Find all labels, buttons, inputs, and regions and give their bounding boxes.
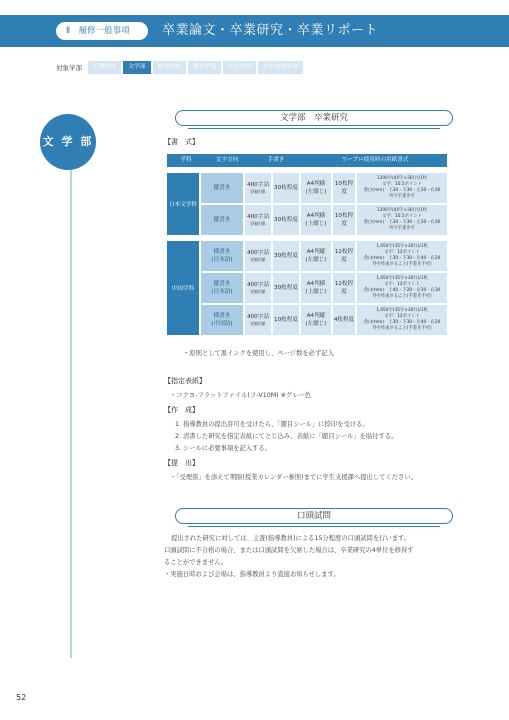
dept-cell: 中国学科 [167,241,199,335]
format-table [167,154,447,341]
header-dept: 学科 [180,157,192,163]
spec-cell [357,241,447,271]
chars-note: 原稿用紙 [250,189,266,194]
oral-exam-text: 口頭試問に不合格の場合、または口頭試問を欠席した場合は、卒業研究の4単位を修得す [164,547,414,554]
faculty-tab-education: 教育学部 [188,61,221,74]
paper-cell: A4判横 (上綴じ) [301,273,331,303]
paper-cell: A4判横 (上綴じ) [301,205,331,235]
make-step: 2. 清書した研究を指定表紙にてとじ込み、表紙に「題目シール」を貼付する。 [175,433,398,440]
chars-cell [245,205,271,235]
pages-cell: 12枚程度 [333,273,355,303]
spec-line: 1,050字(35字×30行)/1枚 [376,307,428,313]
chars-value: 400字詰 [247,282,269,288]
chars-note: 原稿用紙 [250,221,266,226]
faculty-badge: 文 学 部 [40,114,96,170]
format-heading: 【書 式】 [164,138,199,146]
table-row [199,273,447,303]
header-handwritten: 手書き [267,157,285,163]
section-title-graduation-research: 文学部 卒業研究 [175,110,453,126]
make-step: 3. シールに必要事項を記入する。 [175,445,272,452]
table-row [199,173,447,203]
pages-cell: 10枚程度 [333,205,355,235]
spec-line: 文字：10.5ポイント [382,181,422,187]
chars-cell [245,305,271,335]
dept-cell: 日本文学科 [167,173,199,235]
spec-line: 1,050字(35字×30行)/1枚 [376,243,428,249]
direction-cell: 横書き (日本語) [201,241,243,271]
spec-line: 余白(mm)：上40・下20・左30・右30 [363,288,441,293]
page-title: 卒業論文・卒業研究・卒業リポート [162,23,379,38]
chars-value: 400字詰 [247,182,269,188]
spec-line: 外字手書き可 [389,194,415,200]
spec-line: 余白(mm)：上30・下30・左40・右20 [363,256,441,261]
direction-cell: 縦書き [201,205,243,235]
spec-line: 1200字(40字×30行)/1枚 [376,175,428,181]
faculty-label: 対象学部 [56,64,82,72]
spec-line: 文字：10.5ポイント [382,213,422,219]
submit-text: ・「受理票」を添えて期限(授業カレンダー参照)までに学生支援課へ提出してください。 [170,474,417,481]
faculty-tab-row [56,61,305,74]
table-header [167,154,447,167]
sheets-cell: 30枚程度 [273,205,299,235]
spec-line: 1200字(40字×30行)/1枚 [376,207,428,213]
spec-line: 外字作成すること(手書き不可) [372,326,432,332]
section-title-oral-exam: 口頭試問 [175,508,453,524]
chars-cell [245,173,271,203]
faculty-tab-sociology: 社会学部 [223,61,256,74]
pages-cell: 4枚程度 [333,305,355,335]
make-heading: 【作 成】 [164,406,199,414]
spec-line: 文字：12ポイント [384,249,420,255]
chars-value: 400字詰 [247,214,269,220]
page-number: 52 [16,693,27,702]
faculty-tab-history: 歴史学部 [153,61,186,74]
faculty-tab-buddhism: 仏教学部 [88,61,121,74]
sheets-cell: 10枚程度 [273,305,299,335]
spec-line: 外字作成すること(手書き不可) [372,294,432,300]
table-group [167,173,447,235]
chars-cell [245,241,271,271]
page-header [0,15,509,47]
faculty-tab-social-welfare: 社会福祉学部 [258,61,303,74]
sheets-cell: 30枚程度 [273,241,299,271]
oral-exam-text: ・実施日時および会場は、指導教員より直接お知らせします。 [164,571,340,578]
spec-line: 1,050字(35字×30行)/1枚 [376,275,428,281]
spec-line: 外字作成すること(手書き不可) [372,262,432,268]
header-wordprocessor: ワープロ使用時の用紙書式 [341,157,409,163]
faculty-tab-letters: 文学部 [123,61,150,74]
spec-line: 文字：12ポイント [384,281,420,287]
paper-cell: A4判縦 (左綴じ) [301,241,331,271]
chars-note: 原稿用紙 [250,289,266,294]
timeline-line [70,118,72,658]
spec-cell [357,173,447,203]
spec-cell [357,305,447,335]
submit-heading: 【提 出】 [164,459,199,467]
make-step: 1. 指導教員の提出許可を受けたら、「題目シール」に捺印を受ける。 [175,421,369,428]
chars-cell [245,273,271,303]
spec-line: 余白(mm)：上30・下30・左40・右20 [363,320,441,325]
paper-cell: A4判縦 (左綴じ) [301,305,331,335]
paper-cell: A4判横 (左綴じ) [301,173,331,203]
direction-cell: 横書き (中国語) [201,305,243,335]
spec-line: 余白(mm)：上30・下30・左30・右30 [363,220,441,225]
table-group [167,241,447,335]
cover-text: ・コクヨ-フラットファイル(フ-V10M) ※グレー色 [170,392,312,399]
table-row [199,241,447,271]
spec-line: 余白(mm)：上30・下30・左30・右30 [363,188,441,193]
section-label: Ⅱ 履修一般事項 [56,22,148,40]
chars-value: 400字詰 [247,250,269,256]
oral-exam-text: ることができません。 [164,559,228,566]
ink-note: ・原則として黒インクを使用し、ページ数を必ず記入 [183,350,334,357]
sheets-cell: 30枚程度 [273,273,299,303]
spec-cell [357,205,447,235]
sheets-cell: 30枚程度 [273,173,299,203]
spec-line: 外字手書き可 [389,226,415,232]
pages-cell: 12枚程度 [333,241,355,271]
direction-cell: 縦書き [201,173,243,203]
chars-note: 原稿用紙 [250,257,266,262]
spec-cell [357,273,447,303]
chars-value: 400字詰 [247,314,269,320]
header-direction: 文字方向 [215,157,239,163]
oral-exam-text: 提出された研究に対しては、主査(指導教員)による15分程度の口頭試問を行います。 [171,535,411,542]
cover-heading: 【指定表紙】 [164,377,206,385]
table-row [199,305,447,335]
chars-note: 原稿用紙 [250,321,266,326]
table-row [199,205,447,235]
pages-cell: 10枚程度 [333,173,355,203]
direction-cell: 縦書き (日本語) [201,273,243,303]
spec-line: 文字：12ポイント [384,313,420,319]
